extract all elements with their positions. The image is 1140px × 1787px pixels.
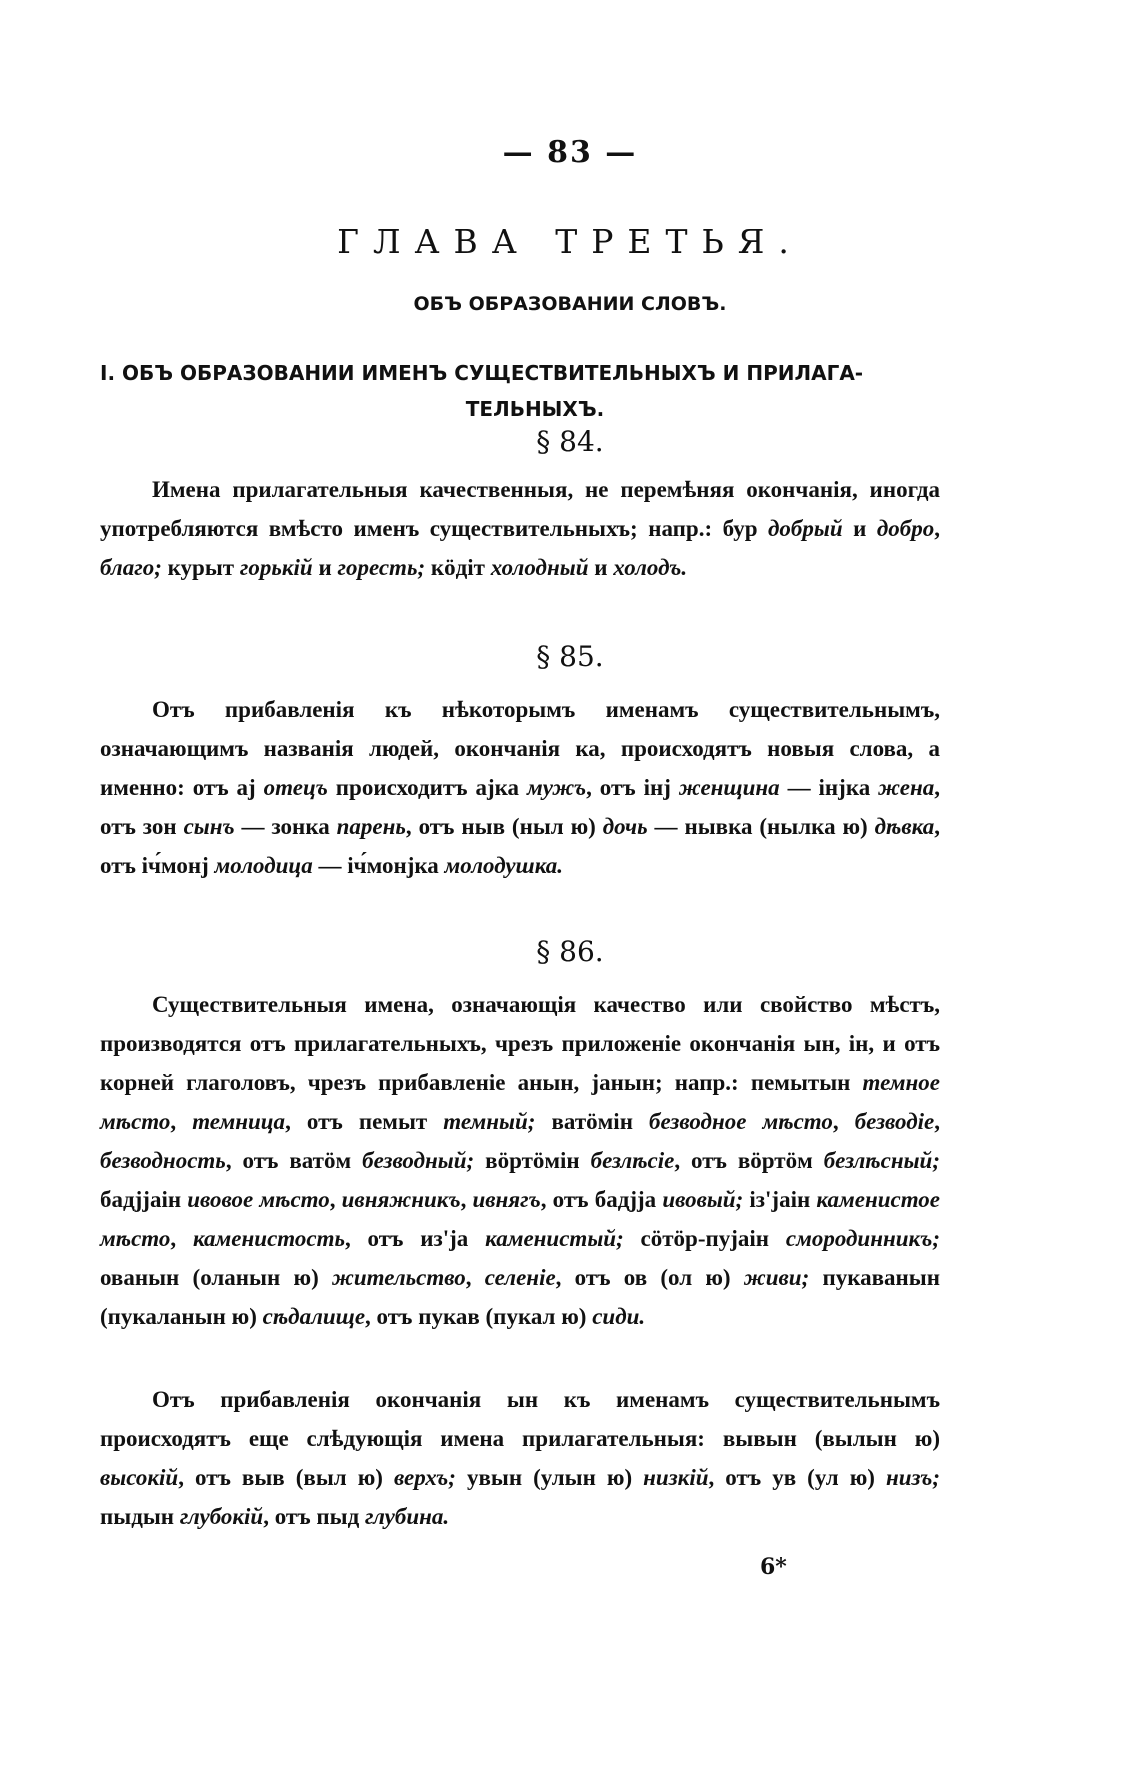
paragraph-86-continued — [100, 1380, 940, 1536]
text-run: , — [460, 1187, 473, 1212]
italic-term: благо; — [100, 555, 162, 580]
italic-term: холодъ. — [613, 555, 688, 580]
paragraph-84 — [100, 470, 940, 587]
text-run: — нывка (нылка ю) — [647, 814, 875, 839]
text-run: Имена прилагательныя качественныя, не перемѣняя окончанія, иногда употребляются вмѣсто именъ существительныхъ; напр.: бур — [100, 477, 940, 541]
text-run: и — [588, 555, 614, 580]
italic-term: низъ; — [885, 1465, 940, 1490]
italic-term: безлѣсіе — [590, 1148, 675, 1173]
text-run: — іч́монјка — [312, 853, 445, 878]
text-run: , — [170, 1226, 193, 1251]
text-run: и — [842, 516, 877, 541]
italic-term: отецъ — [263, 775, 328, 800]
text-run: , отъ бадјја — [540, 1187, 663, 1212]
italic-term: сынъ — [183, 814, 235, 839]
text-run: увын (улын ю) — [455, 1465, 644, 1490]
italic-term: селеніе — [484, 1265, 556, 1290]
text-run: , — [465, 1265, 485, 1290]
italic-term: глубина. — [364, 1504, 450, 1529]
text-run: , отъ пемыт — [285, 1109, 444, 1134]
italic-term: безводное мѣсто — [649, 1109, 833, 1134]
paragraph-86 — [100, 985, 940, 1336]
italic-term: жена — [878, 775, 935, 800]
section-heading-line1: I. ОБЪ ОБРАЗОВАНИИ ИМЕНЪ СУЩЕСТВИТЕЛЬНЫХЪ И ПРИЛАГА- — [100, 361, 864, 385]
italic-term: сѣдалище — [262, 1304, 366, 1329]
italic-term: добрый — [767, 516, 843, 541]
text-run: , отъ ныв (ныл ю) — [405, 814, 603, 839]
italic-term: ивнягъ — [472, 1187, 541, 1212]
italic-term: высокій — [100, 1465, 179, 1490]
italic-term: каменистое мѣсто — [100, 1187, 941, 1251]
italic-term: горькій — [239, 555, 313, 580]
italic-term: ивовый; — [662, 1187, 744, 1212]
italic-term: дѣвка — [874, 814, 935, 839]
italic-term: каменистость — [192, 1226, 345, 1251]
paragraph-number-85: § 85. — [536, 640, 604, 673]
italic-term: молодица — [214, 853, 313, 878]
italic-term: верхъ; — [394, 1465, 456, 1490]
text-run: Отъ прибавленія къ нѣкоторымъ именамъ существительнымъ, означающимъ названія людей, окончанія ка, происходятъ новыя слова, а именно: отъ ај — [100, 697, 940, 800]
text-run: пыдын — [100, 1504, 180, 1529]
text-run: , отъ пукав (пукал ю) — [365, 1304, 593, 1329]
chapter-title: ГЛАВА ТРЕТЬЯ. — [337, 222, 803, 261]
text-run: Отъ прибавленія окончанія ын къ именамъ существительнымъ происходятъ еще слѣдующія имена прилагательныя: вывын (вылын ю) — [100, 1387, 940, 1451]
text-run: — інјка — [779, 775, 879, 800]
text-run: , отъ іч́монј — [100, 814, 940, 878]
italic-term: жительство — [331, 1265, 466, 1290]
text-run: и — [312, 555, 338, 580]
italic-term: низкій — [643, 1465, 709, 1490]
text-run: , — [934, 516, 940, 541]
text-run: происходитъ ајка — [327, 775, 527, 800]
italic-term: безлѣсный; — [823, 1148, 941, 1173]
italic-term: ивовое мѣсто — [187, 1187, 330, 1212]
italic-term: парень — [336, 814, 406, 839]
text-run: , отъ вӧртӧм — [674, 1148, 824, 1173]
text-run: бадјјаін — [100, 1187, 188, 1212]
italic-term: темное мѣсто — [100, 1070, 940, 1134]
italic-term: темный; — [443, 1109, 536, 1134]
italic-term: женщина — [678, 775, 780, 800]
text-run: , отъ ов (ол ю) — [555, 1265, 744, 1290]
text-run: курыт — [161, 555, 240, 580]
text-run: , — [170, 1109, 193, 1134]
italic-term: безводность — [100, 1148, 226, 1173]
text-run: кӧдіт — [425, 555, 491, 580]
text-run: , отъ пыд — [263, 1504, 365, 1529]
text-run: , — [934, 1109, 940, 1134]
page-number: — 83 — — [502, 135, 638, 170]
italic-term: каменистый; — [485, 1226, 624, 1251]
section-heading — [100, 355, 970, 427]
italic-term: ивняжникъ — [341, 1187, 461, 1212]
italic-term: сиди. — [592, 1304, 646, 1329]
text-run: пукаванын (пукаланын ю) — [100, 1265, 941, 1329]
paragraph-number-86: § 86. — [536, 935, 604, 968]
text-run: — зонка — [234, 814, 337, 839]
italic-term: холодный — [490, 555, 589, 580]
text-run: , — [329, 1187, 342, 1212]
text-run: , отъ ув (ул ю) — [708, 1465, 886, 1490]
italic-term: горесть; — [337, 555, 426, 580]
text-run: , отъ ватӧм — [225, 1148, 363, 1173]
paragraph-number-84: § 84. — [536, 425, 604, 458]
italic-term: молодушка. — [444, 853, 564, 878]
text-run: вӧртӧмін — [474, 1148, 591, 1173]
italic-term: смородинникъ; — [785, 1226, 940, 1251]
text-run: Существительныя имена, означающія качество или свойство мѣстъ, производятся отъ прилагательныхъ, чрезъ приложеніе окончанія ын, ін, и отъ корней глаголовъ, чрезъ прибавленіе анын, јанын; напр.: пемытын — [100, 992, 940, 1095]
italic-term: мужъ — [527, 775, 587, 800]
italic-term: добро — [876, 516, 935, 541]
text-run: , отъ інј — [586, 775, 679, 800]
text-run: ованын (оланын ю) — [100, 1265, 332, 1290]
text-run: , отъ выв (выл ю) — [178, 1465, 394, 1490]
text-run: , отъ из'ја — [344, 1226, 486, 1251]
text-run: , отъ зон — [100, 775, 940, 839]
italic-term: живи; — [743, 1265, 810, 1290]
italic-term: безводіе — [854, 1109, 935, 1134]
paragraph-85 — [100, 690, 940, 885]
text-run: ватӧмін — [535, 1109, 650, 1134]
italic-term: безводный; — [362, 1148, 475, 1173]
italic-term: темница — [192, 1109, 286, 1134]
chapter-subtitle: ОБЪ ОБРАЗОВАНИИ СЛОВЪ. — [413, 293, 727, 315]
section-heading-line2: ТЕЛЬНЫХЪ. — [465, 397, 605, 421]
text-run: із'јаін — [743, 1187, 817, 1212]
italic-term: глубокій — [179, 1504, 264, 1529]
italic-term: дочь — [602, 814, 648, 839]
text-run: сӧтӧр-пујаін — [623, 1226, 786, 1251]
signature-mark: 6* — [760, 1554, 787, 1580]
text-run: , — [832, 1109, 855, 1134]
